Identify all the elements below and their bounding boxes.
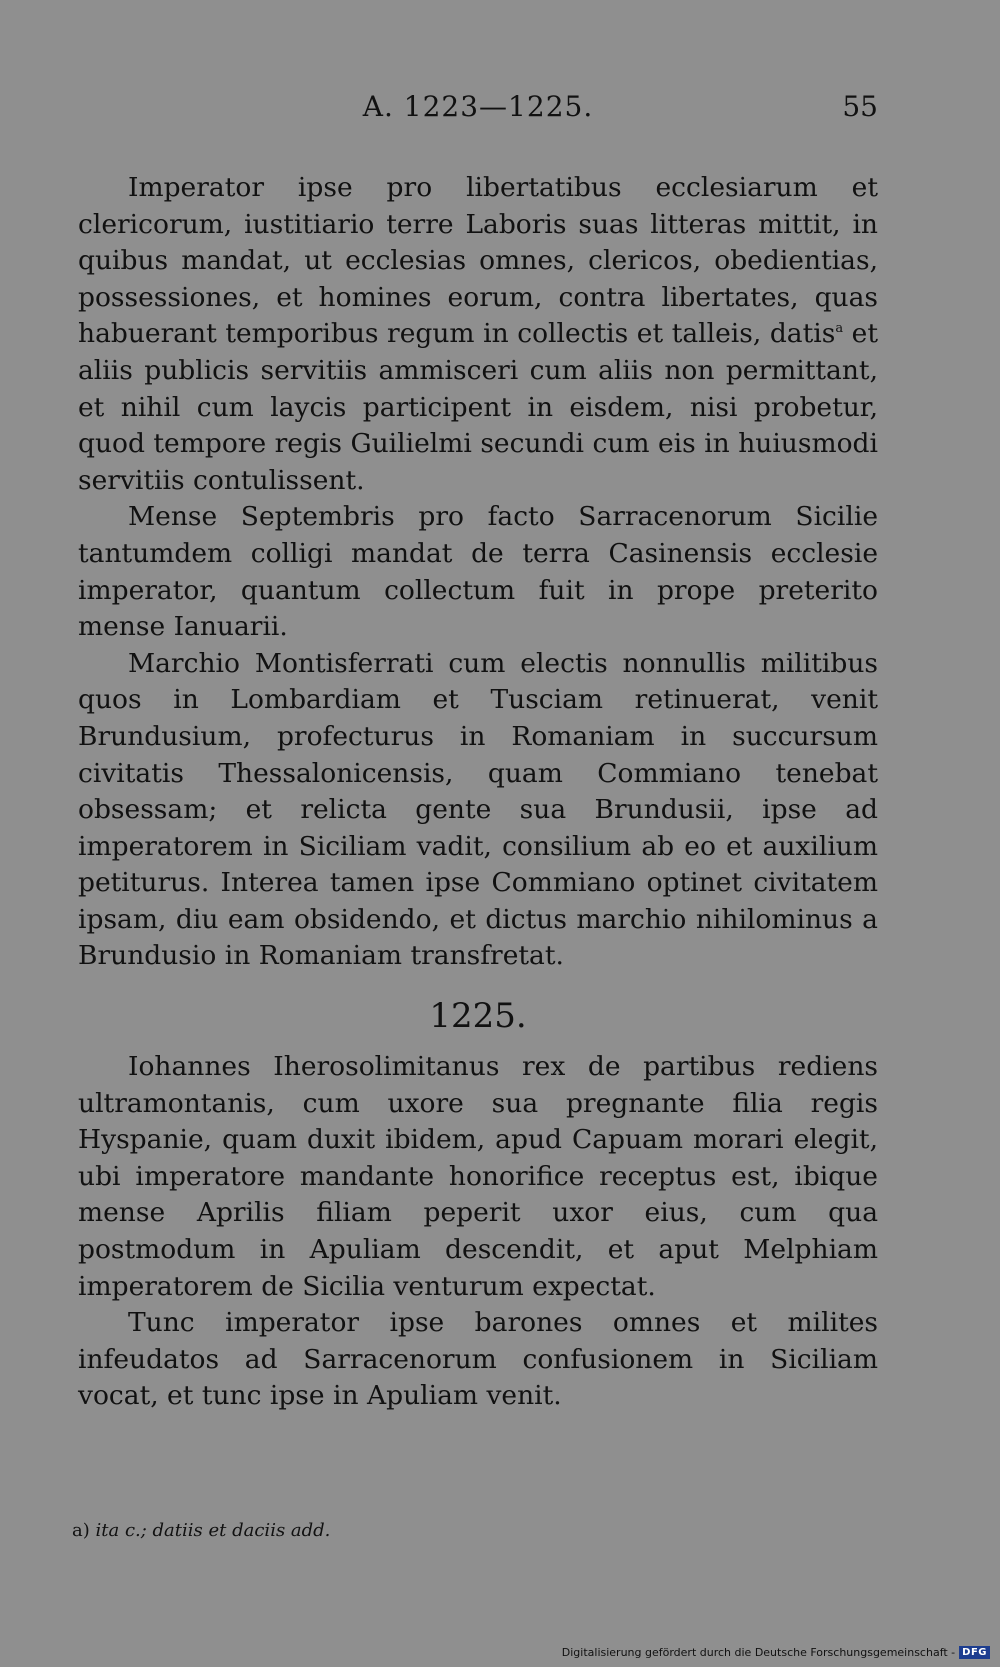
paragraph-1-text: Imperator ipse pro libertatibus ecclesiarum et clericorum, iustitiario terre Laboris suas litteras mittit, in quibus mandat, ut ecclesias omnes, clericos, obedientias, possessiones, et homines eorum, contra libertates, quas habuerant temporibus regum in collectis et talleis, datis	[78, 172, 878, 350]
digitization-credit	[562, 1643, 990, 1661]
paragraph-5: Tunc imperator ipse barones omnes et milites infeudatos ad Sarracenorum confusionem in Siciliam vocat, et tunc ipse in Apuliam venit.	[78, 1307, 878, 1412]
running-head	[78, 90, 878, 130]
footnote-marker: a)	[72, 1520, 90, 1541]
footnote	[72, 1520, 330, 1541]
paragraph-2: Mense Septembris pro facto Sarracenorum Sicilie tantumdem colligi mandat de terra Casinensis ecclesie imperator, quantum collectum fuit in prope preterito mense Ianuarii.	[78, 501, 878, 643]
footnote-text: ita c.; datiis et daciis add.	[95, 1520, 331, 1541]
page-number: 55	[842, 90, 878, 123]
paragraph-1-continuation: et aliis publicis servitiis ammisceri cum aliis non permittant, et nihil cum laycis participent in eisdem, nisi probetur, quod tempore regis Guilielmi secundi cum eis in huiusmodi servitiis contulissent.	[78, 318, 878, 496]
main-text	[78, 170, 878, 1415]
paragraph-1	[78, 170, 878, 499]
paragraph-3: Marchio Montisferrati cum electis nonnullis militibus quos in Lombardiam et Tusciam retinuerat, venit Brundusium, profecturus in Romaniam in succursum civitatis Thessalonicensis, quam Commiano tenebat obsessam; et relicta gente sua Brundusii, ipse ad imperatorem in Siciliam vadit, consilium ab eo et auxilium petiturus. Interea tamen ipse Commiano optinet civitatem ipsam, diu eam obsidendo, et dictus marchio nihilominus a Brundusio in Romaniam transfretat.	[78, 647, 878, 972]
dfg-logo-icon: DFG	[959, 1646, 990, 1659]
footnote-reference: a	[835, 321, 844, 337]
paragraph-4: Iohannes Iherosolimitanus rex de partibus rediens ultramontanis, cum uxore sua pregnante filia regis Hyspanie, quam duxit ibidem, apud Capuam morari elegit, ubi imperatore mandante honorifice receptus est, ibique mense Aprilis filiam peperit uxor eius, cum qua postmodum in Apuliam descendit, et aput Melphiam imperatorem de Sicilia venturum expectat.	[78, 1051, 878, 1302]
running-title: A. 1223—1225.	[362, 90, 594, 123]
digitization-text: Digitalisierung gefördert durch die Deutsche Forschungsgemeinschaft -	[561, 1645, 956, 1659]
section-year-heading: 1225.	[429, 996, 527, 1037]
